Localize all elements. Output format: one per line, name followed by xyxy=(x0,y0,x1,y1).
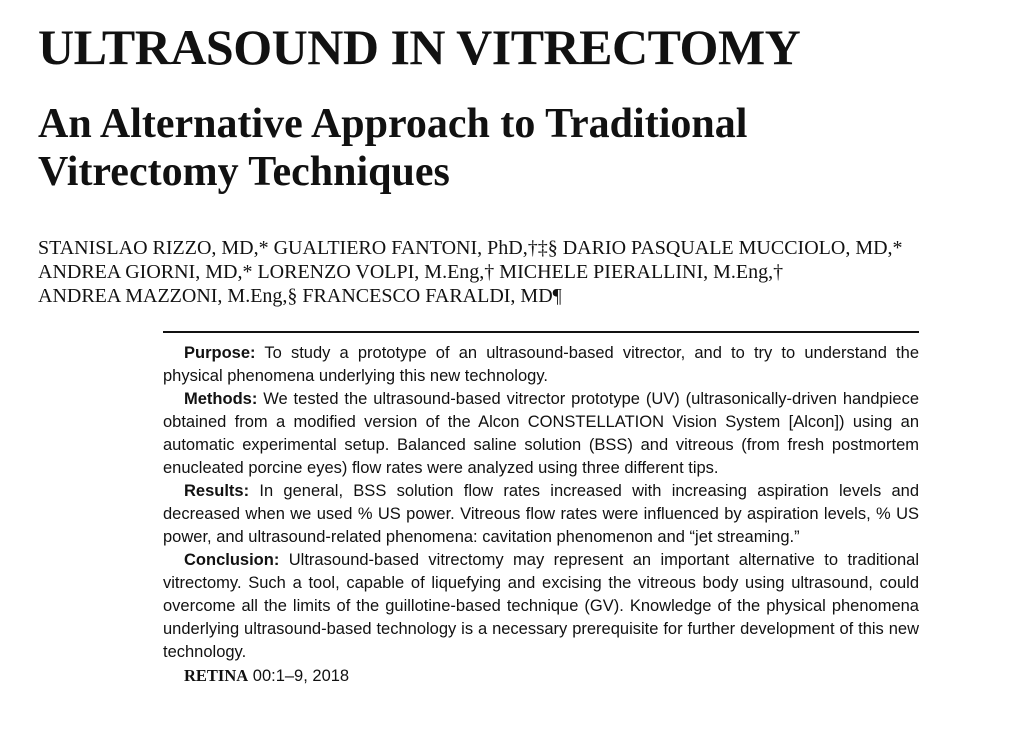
journal-citation xyxy=(163,664,919,688)
results-text: In general, BSS solution flow rates increased with increasing aspiration levels and decreased when we used % US power. Vitreous flow rates were influenced by aspiration levels, % US power, and ultrasound-related phenomena: cavitation phenomenon and “jet streaming.” xyxy=(163,482,919,546)
conclusion-label: Conclusion: xyxy=(184,551,280,569)
citation-details: 00:1–9, 2018 xyxy=(248,667,350,685)
methods-text: We tested the ultrasound-based vitrector prototype (UV) (ultrasonically-driven handpiece obtained from a modified version of the Alcon CONSTELLATION Vision System [Alcon]) using an automatic experimental setup. Balanced saline solution (BSS) and vitreous (from fresh postmortem enucleated porcine eyes) flow rates were analyzed using three different tips. xyxy=(163,390,919,477)
abstract xyxy=(163,342,919,688)
author-list xyxy=(38,236,1018,308)
author-line: ANDREA GIORNI, MD,* LORENZO VOLPI, M.Eng,† MICHELE PIERALLINI, M.Eng,† xyxy=(38,261,784,283)
abstract-purpose xyxy=(163,342,919,388)
abstract-divider xyxy=(163,331,919,333)
conclusion-text: Ultrasound-based vitrectomy may represent an important alternative to traditional vitrectomy. Such a tool, capable of liquefying and excising the vitreous body using ultrasound, could overcome all the limits of the guillotine-based technique (GV). Knowledge of the physical phenomena underlying ultrasound-based technology is a necessary prerequisite for further development of this new technology. xyxy=(163,551,919,661)
journal-name: RETINA xyxy=(184,666,249,685)
methods-label: Methods: xyxy=(184,390,258,408)
results-label: Results: xyxy=(184,482,250,500)
purpose-text: To study a prototype of an ultrasound-based vitrector, and to try to understand the physical phenomena underlying this new technology. xyxy=(163,344,919,385)
author-line: ANDREA MAZZONI, M.Eng,§ FRANCESCO FARALDI, MD¶ xyxy=(38,285,562,307)
article-subtitle: An Alternative Approach to Traditional Vitrectomy Techniques xyxy=(38,101,748,195)
article-title: ULTRASOUND IN VITRECTOMY xyxy=(38,19,801,75)
author-line: STANISLAO RIZZO, MD,* GUALTIERO FANTONI, PhD,†‡§ DARIO PASQUALE MUCCIOLO, MD,* xyxy=(38,237,903,259)
abstract-conclusion xyxy=(163,549,919,664)
abstract-methods xyxy=(163,388,919,480)
purpose-label: Purpose: xyxy=(184,344,256,362)
abstract-results xyxy=(163,480,919,549)
